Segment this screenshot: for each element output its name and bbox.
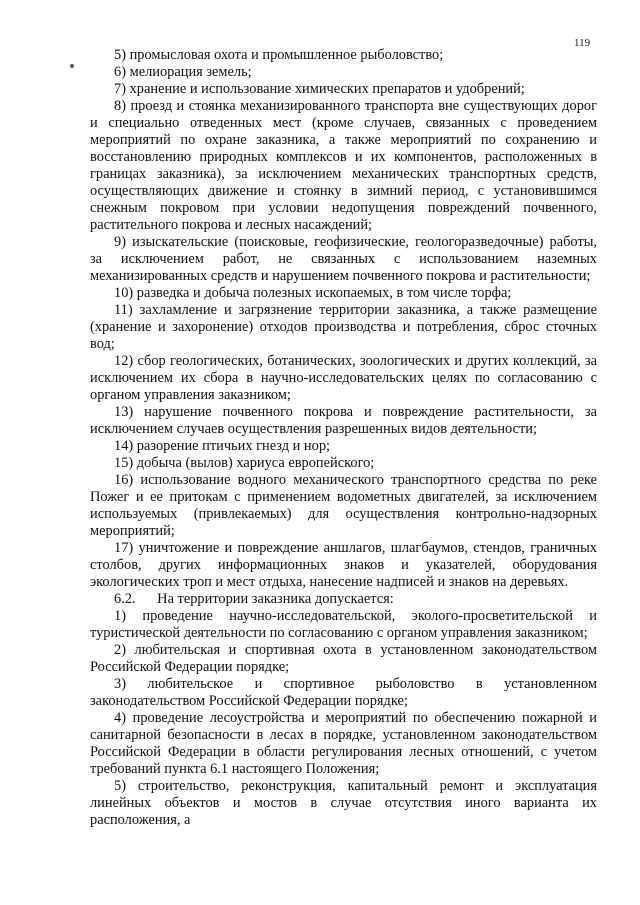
list-item-11: 11) захламление и загрязнение территории заказника, а также размещение (хранение и захоронение) отходов производства и потребления, сброс сточных вод; bbox=[90, 302, 597, 352]
allowed-item-5: 5) строительство, реконструкция, капитальный ремонт и эксплуатация линейных объектов и мостов в случае отсутствия иного варианта их расположения, а bbox=[90, 778, 597, 828]
list-item-14: 14) разорение птичьих гнезд и нор; bbox=[114, 438, 331, 454]
allowed-item-4: 4) проведение лесоустройства и мероприятий по обеспечению пожарной и санитарной безопасности в лесах в порядке, установленном законодательством Российской Федерации в области регулирования лесных отношений, с учетом требований пункта 6.1 настоящего Положения; bbox=[90, 710, 597, 777]
list-item-6: 6) мелиорация земель; bbox=[114, 64, 252, 80]
list-item-12: 12) сбор геологических, ботанических, зоологических и других коллекций, за исключением их сбора в научно-исследовательских целях по согласованию с органом управления заказником; bbox=[90, 353, 597, 403]
list-item-9: 9) изыскательские (поисковые, геофизические, геологоразведочные) работы, за исключением работ, не связанных с использованием наземных механизированных средств и нарушением почвенного покрова и растительности; bbox=[90, 234, 597, 284]
list-item-13: 13) нарушение почвенного покрова и повреждение растительности, за исключением случаев осуществления разрешенных видов деятельности; bbox=[90, 404, 597, 437]
list-item-8: 8) проезд и стоянка механизированного транспорта вне существующих дорог и специально отведенных мест (кроме случаев, связанных с проведением мероприятий по охране заказника, а также мероприятий по сохранению и восстановлению природных комплексов и их компонентов, расположенных в границах заказника), за исключением механических транспортных средств, осуществляющих движение и стоянку в зимний период, с установившимся снежным покровом при условии недопущения повреждений почвенного, растительного покрова и лесных насаждений; bbox=[90, 98, 597, 233]
list-item-15: 15) добыча (вылов) хариуса европейского; bbox=[114, 455, 375, 471]
list-item-7: 7) хранение и использование химических препаратов и удобрений; bbox=[114, 81, 525, 97]
list-item-16: 16) использование водного механического транспортного средства по реке Пожег и ее притокам с применением водометных двигателей, за исключением используемых (привлекаемых) для осуществления контрольно-надзорных мероприятий; bbox=[90, 472, 597, 539]
list-item-5: 5) промысловая охота и промышленное рыболовство; bbox=[114, 47, 444, 63]
document-body bbox=[90, 47, 597, 829]
allowed-item-3: 3) любительское и спортивное рыболовство в установленном законодательством Российской Федерации порядке; bbox=[90, 676, 597, 709]
page-number: 119 bbox=[574, 37, 591, 49]
list-item-10: 10) разведка и добыча полезных ископаемых, в том числе торфа; bbox=[114, 285, 512, 301]
list-item-17: 17) уничтожение и повреждение аншлагов, шлагбаумов, стендов, граничных столбов, других информационных знаков и указателей, оборудования экологических троп и мест отдыха, нанесение надписей и знаков на деревьях. bbox=[90, 540, 597, 590]
section-heading-6-2: 6.2. На территории заказника допускается: bbox=[114, 591, 394, 607]
scan-speck bbox=[70, 64, 74, 68]
allowed-item-1: 1) проведение научно-исследовательской, эколого-просветительской и туристической деятельности по согласованию с органом управления заказником; bbox=[90, 608, 597, 641]
allowed-item-2: 2) любительская и спортивная охота в установленном законодательством Российской Федерации порядке; bbox=[90, 642, 597, 675]
